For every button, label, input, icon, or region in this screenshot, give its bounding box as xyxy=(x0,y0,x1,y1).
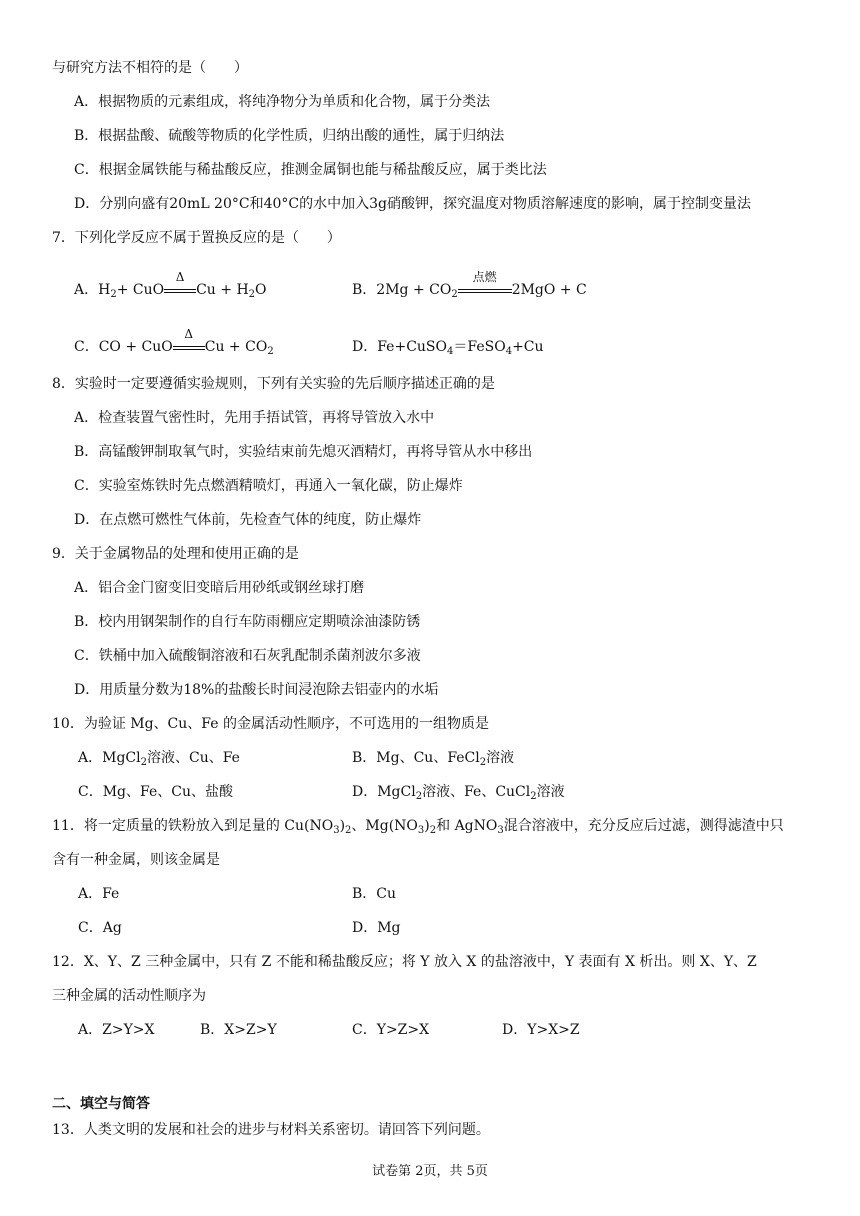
q7-option-c xyxy=(74,327,274,357)
q7-option-a xyxy=(74,270,267,300)
q12-option-d: D．Y>X>Z xyxy=(502,1022,580,1038)
q9-stem: 9．关于金属物品的处理和使用正确的是 xyxy=(52,546,299,562)
q11-option-b: B．Cu xyxy=(352,886,397,902)
q10-a-sub: 2 xyxy=(140,757,147,768)
q10-option-b xyxy=(352,748,514,768)
q7-a-sub: 2 xyxy=(110,289,117,300)
q7-b-sub: 2 xyxy=(451,289,458,300)
q10-option-a xyxy=(78,748,240,768)
q7-b-condition: 点燃 xyxy=(472,270,497,284)
q7-c-condition: Δ xyxy=(184,327,194,341)
q10-b-text2: 溶液 xyxy=(486,750,515,766)
q11-sub-e: 3 xyxy=(497,825,504,836)
q10-d-sub2: 2 xyxy=(530,791,537,802)
q9-option-d: D．用质量分数为18%的盐酸长时间浸泡除去铝壶内的水垢 xyxy=(74,682,439,698)
q7-d-text2: ＝FeSO xyxy=(453,339,506,355)
q7-d-sub1: 4 xyxy=(447,346,454,357)
q8-option-a: A．检查装置气密性时，先用手捂试管，再将导管放入水中 xyxy=(74,410,435,426)
q10-d-sub1: 2 xyxy=(415,791,423,802)
page-footer: 试卷第 2页，共 5页 xyxy=(372,1164,488,1179)
q7-c-sub: 2 xyxy=(267,346,274,357)
q11-stem-part-a: 11．将一定质量的铁粉放入到足量的 Cu(NO xyxy=(52,818,334,834)
q10-d-text1: D．MgCl xyxy=(352,784,416,800)
q10-b-sub: 2 xyxy=(479,757,487,768)
q11-option-c: C．Ag xyxy=(78,920,122,936)
q7-a-right: Cu + H xyxy=(196,282,249,298)
q7-a-right-end: O xyxy=(255,282,267,298)
q7-option-b xyxy=(352,270,587,300)
q7-c-right: Cu + CO xyxy=(204,339,268,355)
q11-stem-part-c: 、Mg(NO xyxy=(351,818,418,834)
q6-option-a: A．根据物质的元素组成，将纯净物分为单质和化合物，属于分类法 xyxy=(74,94,491,110)
q10-b-text1: B．Mg、Cu、FeCl xyxy=(352,750,480,766)
q6-option-b: B．根据盐酸、硫酸等物质的化学性质，归纳出酸的通性，属于归纳法 xyxy=(74,128,505,144)
q7-a-condition: Δ xyxy=(175,270,185,284)
q10-stem: 10．为验证 Mg、Cu、Fe 的金属活动性顺序，不可选用的一组物质是 xyxy=(52,716,489,732)
q11-option-d: D．Mg xyxy=(352,920,401,936)
q7-b-left: B．2Mg + CO xyxy=(352,282,452,298)
q11-sub-a: 3 xyxy=(333,825,340,836)
q11-stem-part-e: 和 AgNO xyxy=(436,818,498,834)
q12-stem-line1: 12．X、Y、Z 三种金属中，只有 Z 不能和稀盐酸反应；将 Y 放入 X 的盐溶液中，Y 表面有 X 析出。则 X、Y、Z xyxy=(52,954,757,970)
q10-option-d xyxy=(352,782,565,802)
q10-d-text3: 溶液 xyxy=(536,784,565,800)
q7-d-text3: +Cu xyxy=(512,339,544,355)
q9-option-c: C．铁桶中加入硫酸铜溶液和石灰乳配制杀菌剂波尔多液 xyxy=(74,648,421,664)
q11-sub-c: 3 xyxy=(417,825,425,836)
q7-option-d xyxy=(352,337,544,357)
equals-sign-icon xyxy=(164,289,196,293)
q6-stem-continuation: 与研究方法不相符的是（ ） xyxy=(52,60,248,76)
q10-a-text2: 溶液、Cu、Fe xyxy=(146,750,240,766)
q7-stem: 7．下列化学反应不属于置换反应的是（ ） xyxy=(52,230,341,246)
q7-b-reaction-arrow xyxy=(458,270,512,300)
q8-option-b: B．高锰酸钾制取氧气时，实验结束前先熄灭酒精灯，再将导管从水中移出 xyxy=(74,444,533,460)
q12-option-c: C．Y>Z>X xyxy=(352,1022,430,1038)
q11-stem-line2: 含有一种金属，则该金属是 xyxy=(52,852,220,868)
q7-a-reaction-arrow xyxy=(164,270,196,300)
q10-option-c: C．Mg、Fe、Cu、盐酸 xyxy=(78,784,233,800)
q7-a-left: A．H xyxy=(74,282,111,298)
q7-a-right-sub: 2 xyxy=(248,289,256,300)
q13-stem: 13．人类文明的发展和社会的进步与材料关系密切。请回答下列问题。 xyxy=(52,1122,490,1138)
q10-a-text1: A．MgCl xyxy=(78,750,141,766)
q7-d-text1: D．Fe+CuSO xyxy=(352,339,447,355)
q9-option-a: A．铝合金门窗变旧变暗后用砂纸或钢丝球打磨 xyxy=(74,580,365,596)
q7-d-sub2: 4 xyxy=(505,346,513,357)
q7-c-left: C．CO + CuO xyxy=(74,339,173,355)
q12-stem-line2: 三种金属的活动性顺序为 xyxy=(52,988,206,1004)
q11-stem-part-f: 混合溶液中，充分反应后过滤，测得滤渣中只 xyxy=(503,818,784,834)
equals-sign-icon xyxy=(458,289,512,293)
q11-stem-part-b: ) xyxy=(339,818,346,834)
q6-option-d: D．分别向盛有20mL 20°C和40°C的水中加入3g硝酸钾，探究温度对物质溶解速度的影响，属于控制变量法 xyxy=(74,196,751,212)
q12-option-a: A．Z>Y>X xyxy=(78,1022,155,1038)
q11-sub-b: 2 xyxy=(345,825,352,836)
section-2-title: 二、填空与简答 xyxy=(52,1096,150,1112)
q11-sub-d: 2 xyxy=(429,825,437,836)
q12-option-b: B．X>Z>Y xyxy=(200,1022,277,1038)
q8-option-c: C．实验室炼铁时先点燃酒精喷灯，再通入一氧化碳，防止爆炸 xyxy=(74,478,463,494)
q7-b-right: 2MgO + C xyxy=(511,282,587,298)
equals-sign-icon xyxy=(173,346,205,350)
q6-option-c: C．根据金属铁能与稀盐酸反应，推测金属铜也能与稀盐酸反应，属于类比法 xyxy=(74,162,547,178)
q11-stem-part-d: ) xyxy=(424,818,430,834)
q8-stem: 8．实验时一定要遵循实验规则，下列有关实验的先后顺序描述正确的是 xyxy=(52,376,495,392)
q9-option-b: B．校内用钢架制作的自行车防雨棚应定期喷涂油漆防锈 xyxy=(74,614,421,630)
q11-stem-line1 xyxy=(52,816,784,836)
q8-option-d: D．在点燃可燃性气体前，先检查气体的纯度，防止爆炸 xyxy=(74,512,422,528)
q11-option-a: A．Fe xyxy=(78,886,120,902)
q7-a-mid: + CuO xyxy=(116,282,165,298)
q7-c-reaction-arrow xyxy=(173,327,205,357)
q10-d-text2: 溶液、Fe、CuCl xyxy=(422,784,531,800)
